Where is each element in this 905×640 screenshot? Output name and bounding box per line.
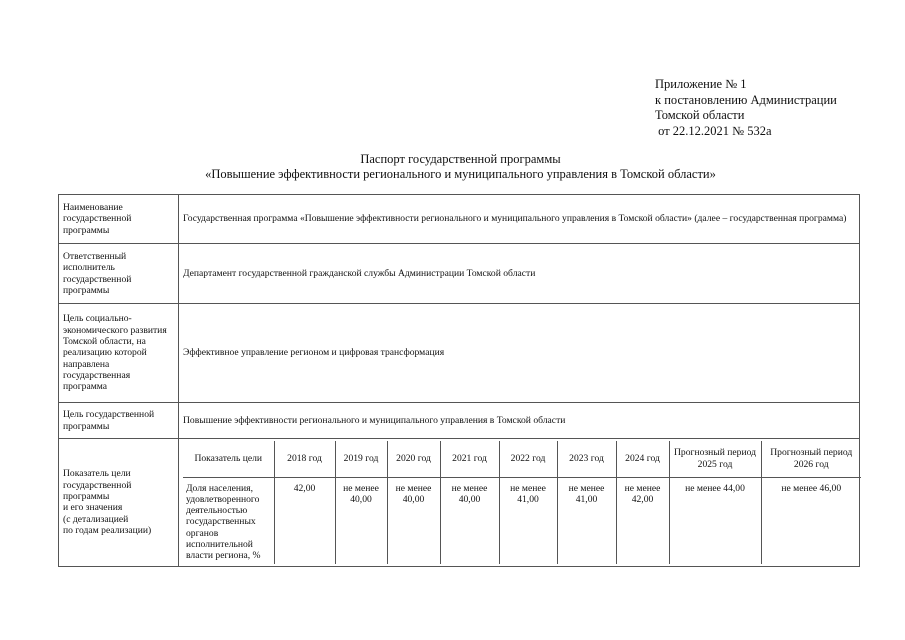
indicator-value: не менее 46,00	[761, 477, 861, 564]
row-value: Повышение эффективности регионального и муниципального управления в Томской области	[179, 403, 860, 439]
document-title	[0, 152, 905, 182]
column-header: 2020 год	[387, 441, 440, 477]
indicator-name: Доля населения, удовлетворенного деятельностью государственных органов исполнительной власти региона, %	[183, 477, 274, 564]
title-line: «Повышение эффективности регионального и муниципального управления в Томской области»	[205, 167, 716, 181]
appendix-line: к постановлению Администрации	[655, 92, 837, 107]
indicator-value: не менее 40,00	[440, 477, 499, 564]
indicator-value: не менее 40,00	[335, 477, 387, 564]
table-row	[59, 439, 860, 567]
column-header: Прогнозный период 2025 год	[669, 441, 761, 477]
row-label: Ответственный исполнитель государственной программы	[59, 244, 179, 304]
indicator-value: 42,00	[274, 477, 335, 564]
table-row	[59, 304, 860, 403]
column-header: Показатель цели	[183, 441, 274, 477]
indicator-value: не менее 42,00	[616, 477, 669, 564]
indicator-value: не менее 44,00	[669, 477, 761, 564]
table-row	[59, 244, 860, 304]
column-header: Прогнозный период 2026 год	[761, 441, 861, 477]
indicators-value-row	[183, 477, 861, 564]
row-label: Наименование государственной программы	[59, 195, 179, 244]
row-value: Эффективное управление регионом и цифровая трансформация	[179, 304, 860, 403]
indicators-table	[183, 441, 861, 564]
indicators-cell	[179, 439, 860, 567]
column-header: 2024 год	[616, 441, 669, 477]
row-label: Показатель цели государственной программы и его значения (с детализацией по годам реализации)	[59, 439, 179, 567]
row-value: Департамент государственной гражданской службы Администрации Томской области	[179, 244, 860, 304]
row-label: Цель социально-экономического развития Томской области, на реализацию которой направлена государственная программа	[59, 304, 179, 403]
column-header: 2021 год	[440, 441, 499, 477]
column-header: 2023 год	[557, 441, 616, 477]
column-header: 2018 год	[274, 441, 335, 477]
column-header: 2019 год	[335, 441, 387, 477]
indicator-value: не менее 41,00	[557, 477, 616, 564]
appendix-line: Томской области	[655, 108, 745, 122]
row-label: Цель государственной программы	[59, 403, 179, 439]
table-row	[59, 195, 860, 244]
title-line: Паспорт государственной программы	[360, 152, 561, 166]
appendix-block	[655, 77, 837, 139]
appendix-line: от 22.12.2021 № 532а	[655, 123, 772, 138]
passport-table	[58, 194, 860, 567]
row-value: Государственная программа «Повышение эффективности регионального и муниципального управления в Томской области» (далее – государственная программа)	[179, 195, 860, 244]
appendix-line: Приложение № 1	[655, 77, 747, 91]
indicator-value: не менее 41,00	[499, 477, 557, 564]
table-row	[59, 403, 860, 439]
indicator-value: не менее 40,00	[387, 477, 440, 564]
column-header: 2022 год	[499, 441, 557, 477]
indicators-header-row	[183, 441, 861, 477]
